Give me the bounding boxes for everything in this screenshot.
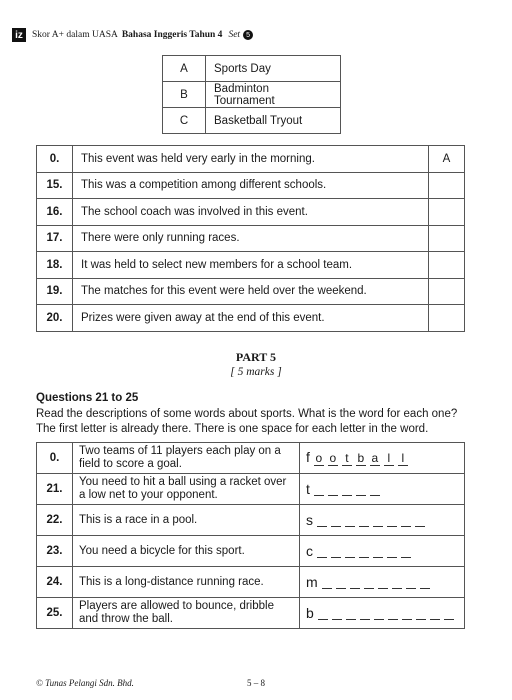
set-label: Set [228, 30, 241, 40]
event-statement: There were only running races. [73, 225, 429, 252]
question-number: 17. [37, 225, 73, 252]
letter-blank[interactable] [378, 576, 388, 589]
first-letter: m [306, 573, 318, 590]
word-row [37, 474, 465, 505]
answer-field[interactable] [300, 598, 465, 629]
letter-blank[interactable] [388, 607, 398, 620]
letter-blank[interactable] [345, 545, 355, 558]
word-row [37, 505, 465, 536]
word-row [37, 536, 465, 567]
event-statement: This event was held very early in the morning. [73, 146, 429, 173]
letter-blank[interactable] [332, 607, 342, 620]
question-number: 16. [37, 199, 73, 226]
page-header [12, 28, 253, 42]
event-statement: It was held to select new members for a school team. [73, 252, 429, 279]
answer-box[interactable]: A [429, 146, 465, 173]
question-number: 0. [37, 443, 73, 474]
filled-letter: o [315, 450, 323, 465]
key-row [163, 56, 341, 82]
copyright: © Tunas Pelangi Sdn. Bhd. [36, 678, 134, 688]
question-number: 20. [37, 305, 73, 332]
part-title: PART 5 [235, 350, 277, 364]
letter-blank[interactable] [392, 576, 402, 589]
word-description: You need to hit a ball using a racket over a low net to your opponent. [73, 474, 300, 505]
event-statement: This was a competition among different schools. [73, 172, 429, 199]
letter-blank[interactable] [387, 545, 397, 558]
answer-box[interactable] [429, 199, 465, 226]
event-row [37, 252, 465, 279]
question-number: 21. [37, 474, 73, 505]
letter-blank[interactable] [317, 545, 327, 558]
letter-blank[interactable] [359, 514, 369, 527]
question-number: 19. [37, 278, 73, 305]
answer-field[interactable] [300, 567, 465, 598]
answer-field[interactable] [300, 443, 465, 474]
key-row [163, 108, 341, 134]
event-row [37, 199, 465, 226]
letter-blank[interactable] [430, 607, 440, 620]
letter-blank[interactable] [322, 576, 332, 589]
letter-blank[interactable] [364, 576, 374, 589]
letter-blank[interactable] [331, 545, 341, 558]
filled-letter: l [398, 452, 408, 466]
letter-blank[interactable] [350, 576, 360, 589]
filled-letter: l [384, 452, 394, 466]
first-letter: f [306, 448, 310, 465]
event-row [37, 172, 465, 199]
letter-blank[interactable] [331, 514, 341, 527]
book-logo: iz [12, 28, 26, 42]
answer-field[interactable] [300, 474, 465, 505]
letter-blank[interactable] [387, 514, 397, 527]
key-event: Badminton Tournament [206, 82, 341, 108]
event-row [37, 305, 465, 332]
event-row [37, 278, 465, 305]
instructions: Read the descriptions of some words about sports. What is the word for each one? The first letter is already there. There is one space for each letter in the word. [36, 408, 458, 435]
key-event: Sports Day [206, 56, 341, 82]
key-letter: C [163, 108, 206, 134]
letter-blank[interactable] [342, 483, 352, 496]
answer-box[interactable] [429, 172, 465, 199]
letter-blank[interactable] [356, 483, 366, 496]
letter-blank[interactable] [328, 483, 338, 496]
letter-blank[interactable] [415, 514, 425, 527]
word-row [37, 598, 465, 629]
events-matching-table [36, 145, 465, 332]
answer-box[interactable] [429, 305, 465, 332]
question-number: 23. [37, 536, 73, 567]
letter-blank[interactable] [314, 483, 324, 496]
letter-blank[interactable] [402, 607, 412, 620]
word-description: This is a race in a pool. [73, 505, 300, 536]
first-letter: c [306, 542, 313, 559]
word-description: This is a long-distance running race. [73, 567, 300, 598]
filled-letter: b [357, 450, 365, 465]
answer-field[interactable] [300, 536, 465, 567]
filled-letter: o [329, 450, 337, 465]
answer-box[interactable] [429, 278, 465, 305]
letter-blank[interactable] [373, 514, 383, 527]
set-number-badge: 5 [243, 30, 253, 40]
question-number: 25. [37, 598, 73, 629]
key-event: Basketball Tryout [206, 108, 341, 134]
letter-blank[interactable] [359, 545, 369, 558]
letter-blank[interactable] [374, 607, 384, 620]
word-row [37, 567, 465, 598]
question-number: 15. [37, 172, 73, 199]
filled-letter: t [342, 452, 352, 466]
letter-blank[interactable] [401, 545, 411, 558]
first-letter: t [306, 480, 310, 497]
letter-blank[interactable] [345, 514, 355, 527]
letter-blank[interactable] [346, 607, 356, 620]
answer-field[interactable] [300, 505, 465, 536]
event-key-table [162, 55, 341, 134]
key-letter: B [163, 82, 206, 108]
event-statement: The school coach was involved in this event. [73, 199, 429, 226]
letter-blank[interactable] [406, 576, 416, 589]
word-description: You need a bicycle for this sport. [73, 536, 300, 567]
key-row [163, 82, 341, 108]
key-letter: A [163, 56, 206, 82]
event-statement: Prizes were given away at the end of this event. [73, 305, 429, 332]
letter-blank[interactable] [420, 576, 430, 589]
book-title: Bahasa Inggeris Tahun 4 [121, 30, 223, 40]
first-letter: b [306, 604, 314, 621]
word-description: Players are allowed to bounce, dribble and throw the ball. [73, 598, 300, 629]
letter-blank[interactable] [336, 576, 346, 589]
word-row [37, 443, 465, 474]
letter-blank[interactable] [444, 607, 454, 620]
question-number: 18. [37, 252, 73, 279]
question-number: 0. [37, 146, 73, 173]
page-number: 5 – 8 [247, 678, 265, 688]
answer-box[interactable] [429, 225, 465, 252]
letter-blank[interactable] [360, 607, 370, 620]
letter-blank[interactable] [318, 607, 328, 620]
part-marks: [ 5 marks ] [230, 366, 282, 378]
book-series: Skor A+ dalam UASA [32, 30, 118, 40]
event-row [37, 146, 465, 173]
event-statement: The matches for this event were held over the weekend. [73, 278, 429, 305]
letter-blank[interactable] [373, 545, 383, 558]
first-letter: s [306, 511, 313, 528]
questions-heading: Questions 21 to 25 [36, 392, 139, 404]
word-description: Two teams of 11 players each play on a field to score a goal. [73, 443, 300, 474]
word-spelling-table [36, 442, 465, 629]
letter-blank[interactable] [370, 483, 380, 496]
letter-blank[interactable] [317, 514, 327, 527]
answer-box[interactable] [429, 252, 465, 279]
letter-blank[interactable] [401, 514, 411, 527]
question-number: 22. [37, 505, 73, 536]
letter-blank[interactable] [416, 607, 426, 620]
event-row [37, 225, 465, 252]
question-number: 24. [37, 567, 73, 598]
filled-letter: a [371, 450, 379, 465]
